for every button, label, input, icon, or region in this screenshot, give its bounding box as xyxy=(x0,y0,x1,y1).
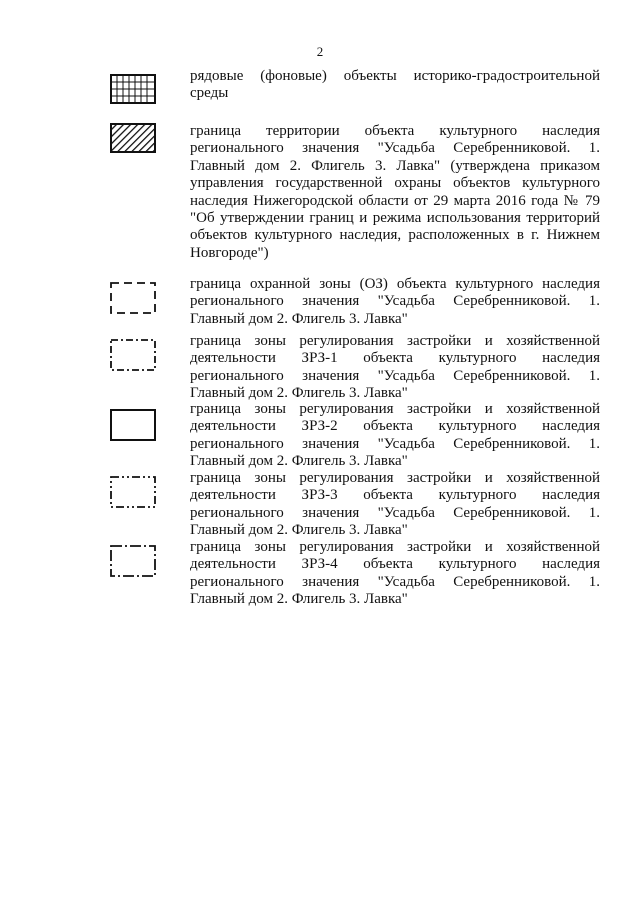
legend-text: граница зоны регулирования застройки и хозяйственной деятельности ЗРЗ-4 объекта культурного наследия регионального значения "Усадьба Серебренниковой. 1. Главный дом 2. Флигель 3. Лавка" xyxy=(190,539,600,608)
legend-text: граница территории объекта культурного наследия регионального значения "Усадьба Серебренниковой. 1. Главный дом 2. Флигель 3. Лавка" (утверждена приказом управления государственной охраны объектов культурного наследия Нижегородской области от 29 марта 2016 года № 79 "Об утверждении границ и режима использования территорий объектов культурного наследия, расположенных в г. Нижнем Новгороде") xyxy=(190,123,600,261)
legend-text: граница зоны регулирования застройки и хозяйственной деятельности ЗРЗ-2 объекта культурного наследия регионального значения "Усадьба Серебренниковой. 1. Главный дом 2. Флигель 3. Лавка" xyxy=(190,401,600,470)
hatched-territory-icon xyxy=(110,123,156,153)
dash-dot-border-zrz1-icon xyxy=(110,339,156,371)
long-dash-dot-border-zrz4-icon xyxy=(110,545,156,577)
dashed-border-oz-icon xyxy=(110,282,156,314)
dash-dot-dot-border-zrz3-icon xyxy=(110,476,156,508)
legend-text: рядовые (фоновые) объекты историко-градостроительной среды xyxy=(190,68,600,102)
legend-text: граница охранной зоны (ОЗ) объекта культурного наследия регионального значения "Усадьба Серебренниковой. 1. Главный дом 2. Флигель 3. Лавка" xyxy=(190,276,600,327)
solid-border-zrz2-icon xyxy=(110,409,156,441)
legend-text: граница зоны регулирования застройки и хозяйственной деятельности ЗРЗ-3 объекта культурного наследия регионального значения "Усадьба Серебренниковой. 1. Главный дом 2. Флигель 3. Лавка" xyxy=(190,470,600,539)
ordinary-objects-grid-icon xyxy=(110,74,156,104)
legend-text: граница зоны регулирования застройки и хозяйственной деятельности ЗРЗ-1 объекта культурного наследия регионального значения "Усадьба Серебренниковой. 1. Главный дом 2. Флигель 3. Лавка" xyxy=(190,333,600,402)
page-number: 2 xyxy=(316,44,324,59)
